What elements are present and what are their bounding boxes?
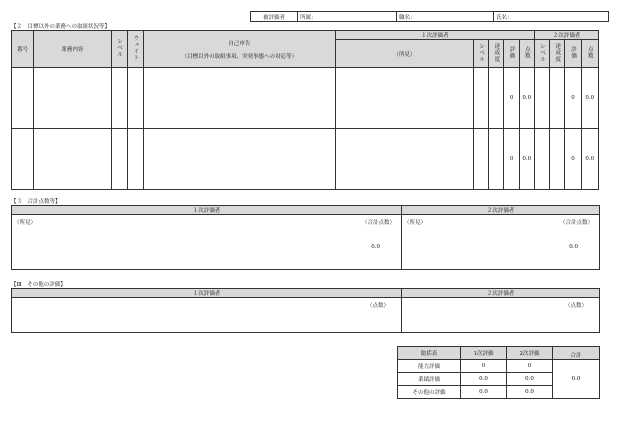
section3-total-label-2: （合計点数） (559, 220, 593, 226)
section3-title: 【３ 合計点数等】 (11, 199, 61, 205)
col-header-achievement-1: 達成度 (489, 40, 504, 68)
affiliation-field[interactable]: 所属： (298, 12, 397, 22)
eval-1-cell: 0 (504, 129, 519, 190)
no-cell[interactable] (12, 129, 34, 190)
section2-title: 【２ 目標以外の業務への取組状況等】 (11, 24, 111, 30)
name-field[interactable]: 氏名： (494, 12, 609, 22)
opinion-cell[interactable] (335, 68, 473, 129)
col-header-score-1: 点数 (519, 40, 534, 68)
col-header-weight: ウェイト (127, 31, 143, 68)
level-2-cell[interactable] (534, 68, 549, 129)
other-score-label-1: （点数） (366, 303, 389, 309)
level-cell[interactable] (111, 68, 127, 129)
evaluatee-label: 被評価者 (251, 12, 298, 22)
col-header-no: 番号 (12, 31, 34, 68)
eval-1-cell: 0 (504, 68, 519, 129)
task-cell[interactable] (34, 68, 111, 129)
no-cell[interactable] (12, 68, 34, 129)
table-row (12, 129, 599, 190)
evaluatee-info-table (250, 11, 609, 22)
eval-2-cell: 0 (565, 68, 581, 129)
col-header-eval-1: 評価 (504, 40, 519, 68)
achievement-1-cell[interactable] (489, 68, 504, 129)
section3-opinion-label-1: （所見） (14, 220, 37, 226)
section3-first-evaluator: １次評価者 (12, 206, 402, 215)
summary-row-second: 0.0 (507, 373, 553, 386)
first-evaluator-header: １次評価者 (335, 31, 534, 40)
summary-row-first: 0 (461, 360, 507, 373)
table-row (12, 68, 599, 129)
summary-header: 総括表 (398, 347, 461, 360)
col-header-task: 業務内容 (34, 31, 111, 68)
col-header-opinion: （所見） (335, 40, 473, 68)
task-cell[interactable] (34, 129, 111, 190)
opinion-cell[interactable] (335, 129, 473, 190)
self-report-cell[interactable] (143, 68, 335, 129)
summary-row-first: 0.0 (461, 373, 507, 386)
summary-row-label: 能力評価 (398, 360, 461, 373)
level-2-cell[interactable] (534, 129, 549, 190)
col-header-self-report: 自己申告 （目標以外の取組事項、突発事態への対応等） (143, 31, 335, 68)
other-first-evaluator: １次評価者 (12, 289, 402, 298)
other-first-cell[interactable] (12, 298, 402, 333)
col-header-eval-2: 評価 (565, 40, 581, 68)
section3-second-cell[interactable] (402, 215, 600, 270)
section3-total-value-2: 0.0 (569, 244, 578, 250)
self-report-cell[interactable] (143, 129, 335, 190)
summary-row-first: 0.0 (461, 386, 507, 399)
achievement-2-cell[interactable] (550, 129, 565, 190)
eval-2-cell: 0 (565, 129, 581, 190)
other-score-label-2: （点数） (564, 303, 587, 309)
col-header-score-2: 点数 (581, 40, 598, 68)
summary-row-second: 0.0 (507, 386, 553, 399)
summary-first-header: 1次評価 (461, 347, 507, 360)
section3-second-evaluator: ２次評価者 (402, 206, 600, 215)
col-header-level-1: レベル (474, 40, 489, 68)
col-header-achievement-2: 達成度 (550, 40, 565, 68)
summary-total-value: 0.0 (553, 360, 600, 399)
score-2-cell: 0.0 (581, 129, 598, 190)
other-eval-table (11, 288, 600, 333)
section3-table (11, 205, 600, 270)
position-field[interactable]: 職名： (397, 12, 494, 22)
col-header-level-2: レベル (534, 40, 549, 68)
achievement-2-cell[interactable] (550, 68, 565, 129)
weight-cell[interactable] (127, 68, 143, 129)
weight-cell[interactable] (127, 129, 143, 190)
summary-total-header: 合計 (553, 347, 600, 360)
section2-table (11, 30, 599, 190)
section3-opinion-label-2: （所見） (404, 220, 427, 226)
score-1-cell: 0.0 (519, 68, 534, 129)
summary-row-second: 0 (507, 360, 553, 373)
section3-first-cell[interactable] (12, 215, 402, 270)
summary-row (398, 360, 600, 373)
second-evaluator-header: ２次評価者 (534, 31, 598, 40)
section-other-title: 【Ⅲ その他の評価】 (11, 282, 66, 288)
summary-row-label: その他の評価 (398, 386, 461, 399)
section3-total-label-1: （合計点数） (361, 220, 395, 226)
col-header-level: レベル (111, 31, 127, 68)
section3-total-value-1: 0.0 (371, 244, 380, 250)
score-2-cell: 0.0 (581, 68, 598, 129)
summary-second-header: 2次評価 (507, 347, 553, 360)
summary-table (397, 346, 600, 399)
level-1-cell[interactable] (474, 129, 489, 190)
summary-row-label: 業績評価 (398, 373, 461, 386)
score-1-cell: 0.0 (519, 129, 534, 190)
other-second-evaluator: ２次評価者 (402, 289, 600, 298)
other-second-cell[interactable] (402, 298, 600, 333)
achievement-1-cell[interactable] (489, 129, 504, 190)
level-1-cell[interactable] (474, 68, 489, 129)
level-cell[interactable] (111, 129, 127, 190)
